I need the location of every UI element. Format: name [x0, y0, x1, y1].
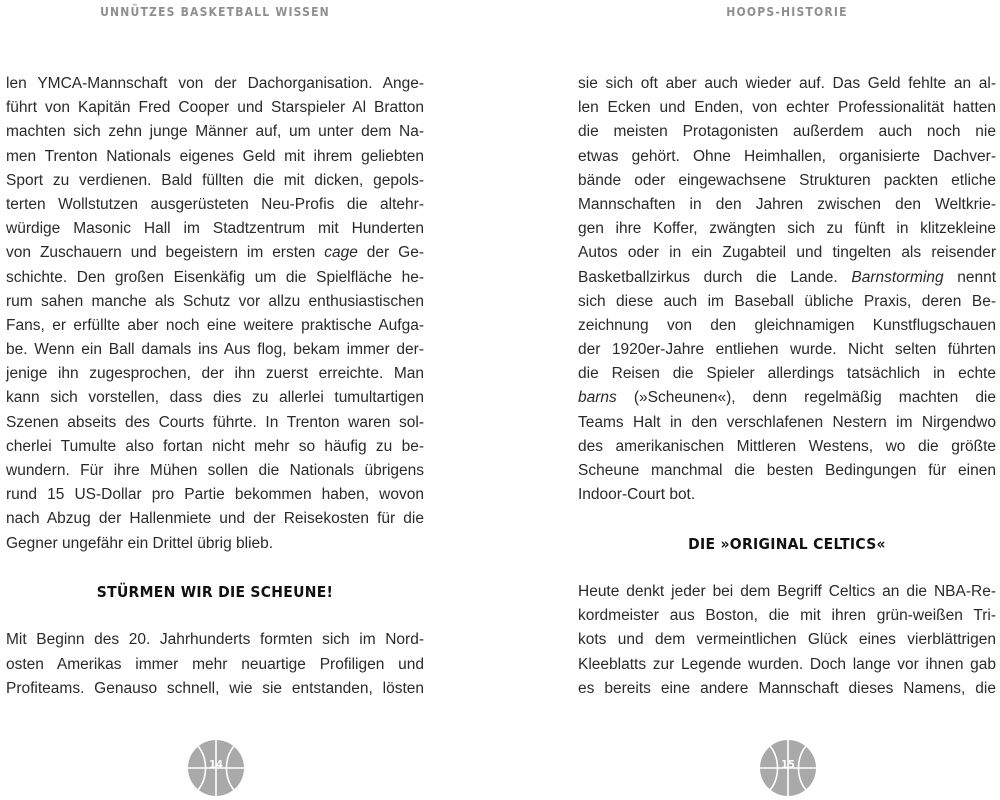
- text-line-barns: [578, 386, 996, 410]
- text-line: nach Abzug der Hallenmiete und der Reisekosten für die: [6, 510, 424, 528]
- left-body-text: [6, 72, 424, 701]
- running-head-left: UNNÜTZES BASKETBALL WISSEN: [100, 5, 330, 19]
- text-line: sich diese auch im Baseball übliche Praxis, deren Be-: [578, 292, 996, 310]
- text-segment: nennt: [943, 268, 996, 286]
- text-line: Gegner ungefähr ein Drittel übrig blieb.: [6, 534, 274, 552]
- text-line: führt von Kapitän Fred Cooper und Starspieler Al Bratton: [6, 99, 424, 117]
- text-line: Profiteams. Genauso schnell, wie sie entstanden, lösten: [6, 679, 424, 697]
- right-page: [578, 0, 996, 800]
- text-line: die meisten Protagonisten außerdem auch noch nie: [578, 123, 996, 141]
- section-heading: STÜRMEN WIR DIE SCHEUNE!: [96, 582, 334, 601]
- left-page: [6, 0, 424, 800]
- text-line: schichte. Den großen Eisenkäfig um die Spielfläche he-: [6, 268, 424, 286]
- italic-barnstorming: Barnstorming: [851, 268, 944, 286]
- paragraph-gap: [6, 604, 424, 628]
- text-line: Scheune manchmal die besten Bedingungen für einen: [578, 462, 996, 479]
- paragraph-gap: [6, 556, 424, 580]
- text-line: men Trenton Nationals eigenes Geld mit ihrem geliebten: [6, 147, 424, 165]
- text-line: Sport zu verdienen. Bald füllten die mit dicken, gepols-: [6, 171, 424, 189]
- text-segment: der Ge-: [357, 244, 424, 262]
- text-line: Kleeblatts zur Legende wurden. Doch lange vor ihnen gab: [578, 655, 996, 673]
- text-line: be. Wenn ein Ball damals ins Aus flog, bekam immer der-: [6, 341, 424, 359]
- text-line: cherlei Tumulte also fortan nicht mehr so häufig zu be-: [6, 437, 424, 455]
- text-line: würdige Masonic Hall im Stadtzentrum mit Hunderten: [6, 220, 424, 238]
- text-line-barnstorming: [578, 266, 996, 290]
- text-line: jenige ihn zugesprochen, der ihn zuerst erreichte. Man: [6, 365, 424, 383]
- text-line: len Ecken und Enden, von echter Professionalität hatten: [578, 99, 996, 117]
- text-line: Autos oder in ein Zugabteil und tingelten als reisender: [578, 244, 996, 262]
- section-heading: DIE »ORIGINAL CELTICS«: [688, 534, 886, 553]
- text-line: kordmeister aus Boston, die mit ihren grün-weißen Tri-: [578, 607, 996, 625]
- text-line: gen ihre Koffer, zwängten sich zu fünft in klitzekleine: [578, 220, 996, 238]
- text-segment: von Zuschauern und begeistern im ersten: [6, 244, 325, 262]
- page-number: 14: [209, 758, 223, 771]
- text-line: der 1920er-Jahre entliehen wurde. Nicht selten führten: [578, 341, 996, 359]
- text-line: rum sahen manche als Schutz vor allzu enthusiastischen: [6, 292, 424, 310]
- italic-barns: barns: [578, 389, 617, 407]
- page-number-badge: [758, 738, 818, 798]
- text-line: wundern. Für ihre Mühen sollen die Nationals übrigens: [6, 462, 424, 479]
- paragraph-gap: [578, 507, 996, 531]
- running-head-right: HOOPS-HISTORIE: [726, 5, 848, 19]
- text-line: bände oder eingewachsene Strukturen packten etliche: [578, 171, 996, 189]
- text-line: Mit Beginn des 20. Jahrhunderts formten sich im Nord-: [6, 631, 424, 649]
- text-line: zeichnung von den gleichnamigen Kunstflugschauen: [578, 316, 996, 334]
- text-line: es bereits eine andere Mannschaft dieses Namens, die: [578, 679, 996, 697]
- text-line-cage: [6, 241, 424, 265]
- text-line: sie sich oft aber auch wieder auf. Das Geld fehlte an al-: [578, 75, 996, 92]
- text-line: Teams Halt in den verschlafenen Nestern im Nirgendwo: [578, 413, 996, 431]
- page-number: 15: [781, 758, 795, 771]
- text-line: Mannschaften in den Jahren zwischen den Weltkrie-: [578, 195, 996, 213]
- text-line: kann sich vorstellen, dass dies zu allerlei tumultartigen: [6, 389, 424, 407]
- page-number-badge: [186, 738, 246, 798]
- text-segment: Basketballzirkus durch die Lande.: [578, 268, 838, 286]
- text-line: des amerikanischen Mittleren Westens, wo die größte: [578, 437, 996, 455]
- text-line: rund 15 US-Dollar pro Partie bekommen haben, wovon: [6, 486, 424, 504]
- paragraph-gap: [578, 556, 996, 580]
- text-segment: (»Scheunen«), denn regelmäßig machten die: [616, 389, 996, 407]
- text-line: osten Amerikas immer mehr neuartige Profiligen und: [6, 655, 424, 673]
- text-line: kots und dem vermeintlichen Glück eines vierblättrigen: [578, 631, 996, 649]
- text-line: etwas gehört. Ohne Heimhallen, organisierte Dachver-: [578, 147, 996, 165]
- text-line: Fans, er erfüllte aber noch eine weitere praktische Aufga-: [6, 316, 424, 334]
- italic-cage: cage: [324, 244, 358, 262]
- text-line: terten Wollstutzen ausgerüsteten Neu-Profis die altehr-: [6, 195, 424, 213]
- right-body-text: [578, 72, 996, 701]
- text-line: die Reisen die Spieler allerdings tatsächlich in echte: [578, 365, 996, 383]
- text-line: Indoor-Court bot.: [578, 486, 696, 504]
- text-line: Heute denkt jeder bei dem Begriff Celtics an die NBA-Re-: [578, 582, 996, 600]
- text-line: Szenen abseits des Courts führte. In Trenton waren sol-: [6, 413, 424, 431]
- text-line: machten sich zehn junge Männer auf, um unter dem Na-: [6, 123, 424, 141]
- text-line: len YMCA-Mannschaft von der Dachorganisation. Ange-: [6, 75, 424, 92]
